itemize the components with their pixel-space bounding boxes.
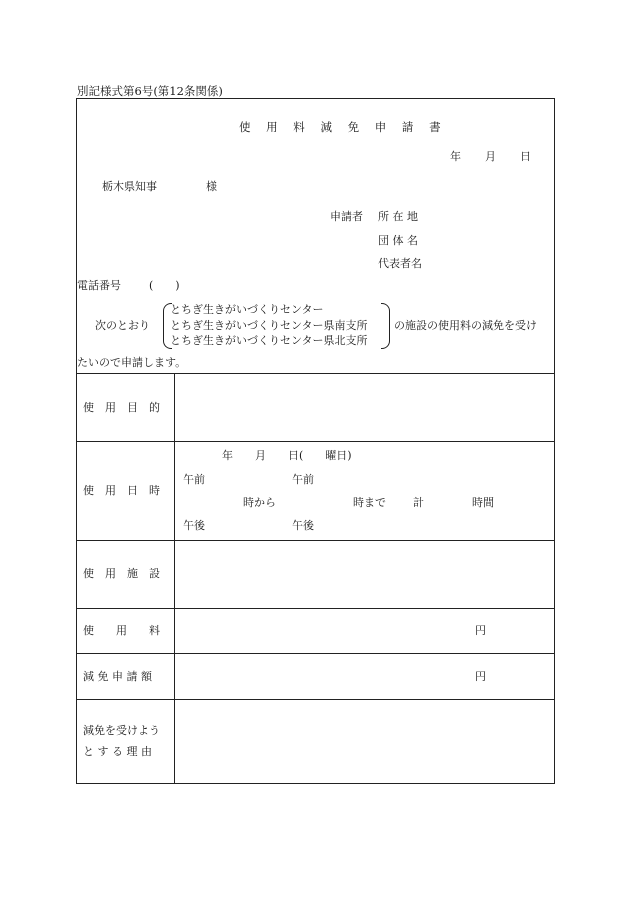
reason-label-line2: と す る 理 由 [83, 745, 152, 758]
fee-unit: 円 [475, 624, 486, 637]
intro-suffix: の施設の使用料の減免を受け [394, 319, 537, 332]
datetime-total: 計 [413, 496, 424, 509]
row-divider [76, 699, 555, 700]
facility-option-south: とちぎ生きがいづくりセンター県南支所 [170, 319, 368, 332]
facility-option-north: とちぎ生きがいづくりセンター県北支所 [170, 334, 368, 347]
phone-label: 電話番号 [77, 279, 121, 292]
intro-prefix: 次のとおり [95, 319, 150, 332]
reduction-label: 減 免 申 請 額 [83, 670, 152, 683]
facility-option-main: とちぎ生きがいづくりセンター [170, 303, 324, 316]
fee-label: 使 用 料 [83, 624, 160, 637]
datetime-until: 時まで [353, 496, 386, 509]
reason-label-line1: 減免を受けよう [83, 724, 160, 737]
addressee-honorific: 様 [206, 180, 217, 193]
datetime-am-end: 午前 [292, 473, 314, 486]
date-day: 日 [520, 150, 531, 163]
form-title: 使 用 料 減 免 申 請 書 [239, 120, 447, 134]
table-column-divider [174, 373, 175, 784]
date-year: 年 [450, 150, 461, 163]
datetime-label: 使 用 日 時 [83, 484, 160, 497]
intro-continuation: たいので申請します。 [77, 356, 187, 369]
reduction-unit: 円 [475, 670, 486, 683]
applicant-label: 申請者 [330, 210, 363, 223]
datetime-pm-end: 午後 [292, 519, 314, 532]
datetime-date-line: 年 月 日( 曜日) [222, 449, 352, 462]
applicant-address-label: 所 在 地 [378, 210, 418, 223]
row-divider [76, 441, 555, 442]
facility-label: 使 用 施 設 [83, 567, 160, 580]
row-divider [76, 653, 555, 654]
facility-bracket-right [381, 303, 390, 349]
date-month: 月 [485, 150, 496, 163]
row-divider [76, 608, 555, 609]
row-divider [76, 540, 555, 541]
addressee-name: 栃木県知事 [102, 180, 157, 193]
applicant-representative-label: 代表者名 [378, 257, 422, 270]
table-top-border [76, 373, 555, 374]
datetime-am-start: 午前 [183, 473, 205, 486]
applicant-organization-label: 団 体 名 [378, 234, 418, 247]
phone-paren: ( ) [149, 279, 180, 292]
datetime-from: 時から [243, 496, 276, 509]
datetime-pm-start: 午後 [183, 519, 205, 532]
datetime-hours: 時間 [472, 496, 494, 509]
form-number: 別記様式第6号(第12条関係) [77, 84, 223, 98]
purpose-label: 使 用 目 的 [83, 401, 160, 414]
